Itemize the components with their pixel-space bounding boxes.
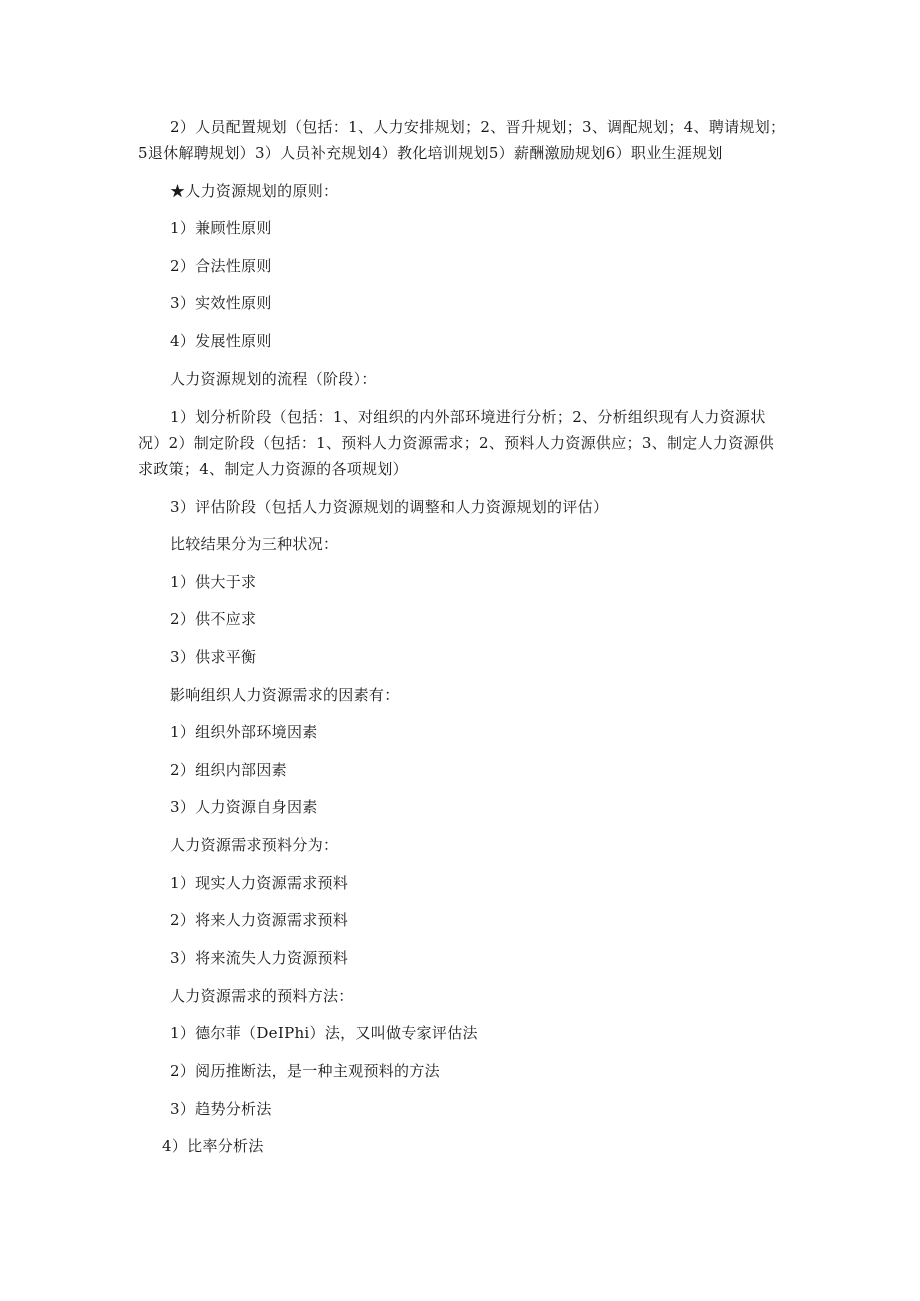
list-item: 2）组织内部因素	[170, 761, 287, 779]
paragraph-staffing-plan: 2）人员配置规划（包括：1、人力安排规划；2、晋升规划；3、调配规划；4、聘请规划；5退休解聘规划）3）人员补充规划4）教化培训规划5）薪酬激励规划6）职业生涯规划	[138, 118, 786, 162]
paragraph-process-stages: 1）划分析阶段（包括：1、对组织的内外部环境进行分析；2、分析组织现有人力资源状况）2）制定阶段（包括：1、预料人力资源需求；2、预料人力资源供应；3、制定人力资源供求政策；4、制定人力资源的各项规划）	[138, 408, 775, 478]
list-item: 3）人力资源自身因素	[170, 798, 318, 816]
heading-demand-factors: 影响组织人力资源需求的因素有：	[170, 686, 400, 704]
list-item: 4）发展性原则	[170, 332, 272, 350]
heading-demand-forecast-types: 人力资源需求预料分为：	[170, 836, 339, 854]
list-item: 3）供求平衡	[170, 648, 257, 666]
heading-principles: ★人力资源规划的原则：	[170, 182, 339, 200]
list-item: 3）趋势分析法	[170, 1100, 272, 1118]
list-item: 3）评估阶段（包括人力资源规划的调整和人力资源规划的评估）	[170, 498, 609, 516]
list-item: 1）供大于求	[170, 573, 257, 591]
list-item: 2）将来人力资源需求预料	[170, 911, 349, 929]
heading-process: 人力资源规划的流程（阶段）：	[170, 370, 377, 388]
list-item: 2）合法性原则	[170, 257, 272, 275]
list-item: 2）供不应求	[170, 610, 257, 628]
list-item: 3）实效性原则	[170, 294, 272, 312]
list-item: 1）兼顾性原则	[170, 219, 272, 237]
heading-comparison: 比较结果分为三种状况：	[170, 535, 339, 553]
list-item: 1）现实人力资源需求预料	[170, 874, 349, 892]
list-item: 4）比率分析法	[162, 1137, 264, 1155]
heading-forecast-methods: 人力资源需求的预料方法：	[170, 987, 354, 1005]
list-item: 1）德尔菲（DeIPhi）法，又叫做专家评估法	[170, 1024, 478, 1042]
list-item: 1）组织外部环境因素	[170, 723, 318, 741]
list-item: 3）将来流失人力资源预料	[170, 949, 349, 967]
list-item: 2）阅历推断法，是一种主观预料的方法	[170, 1062, 440, 1080]
